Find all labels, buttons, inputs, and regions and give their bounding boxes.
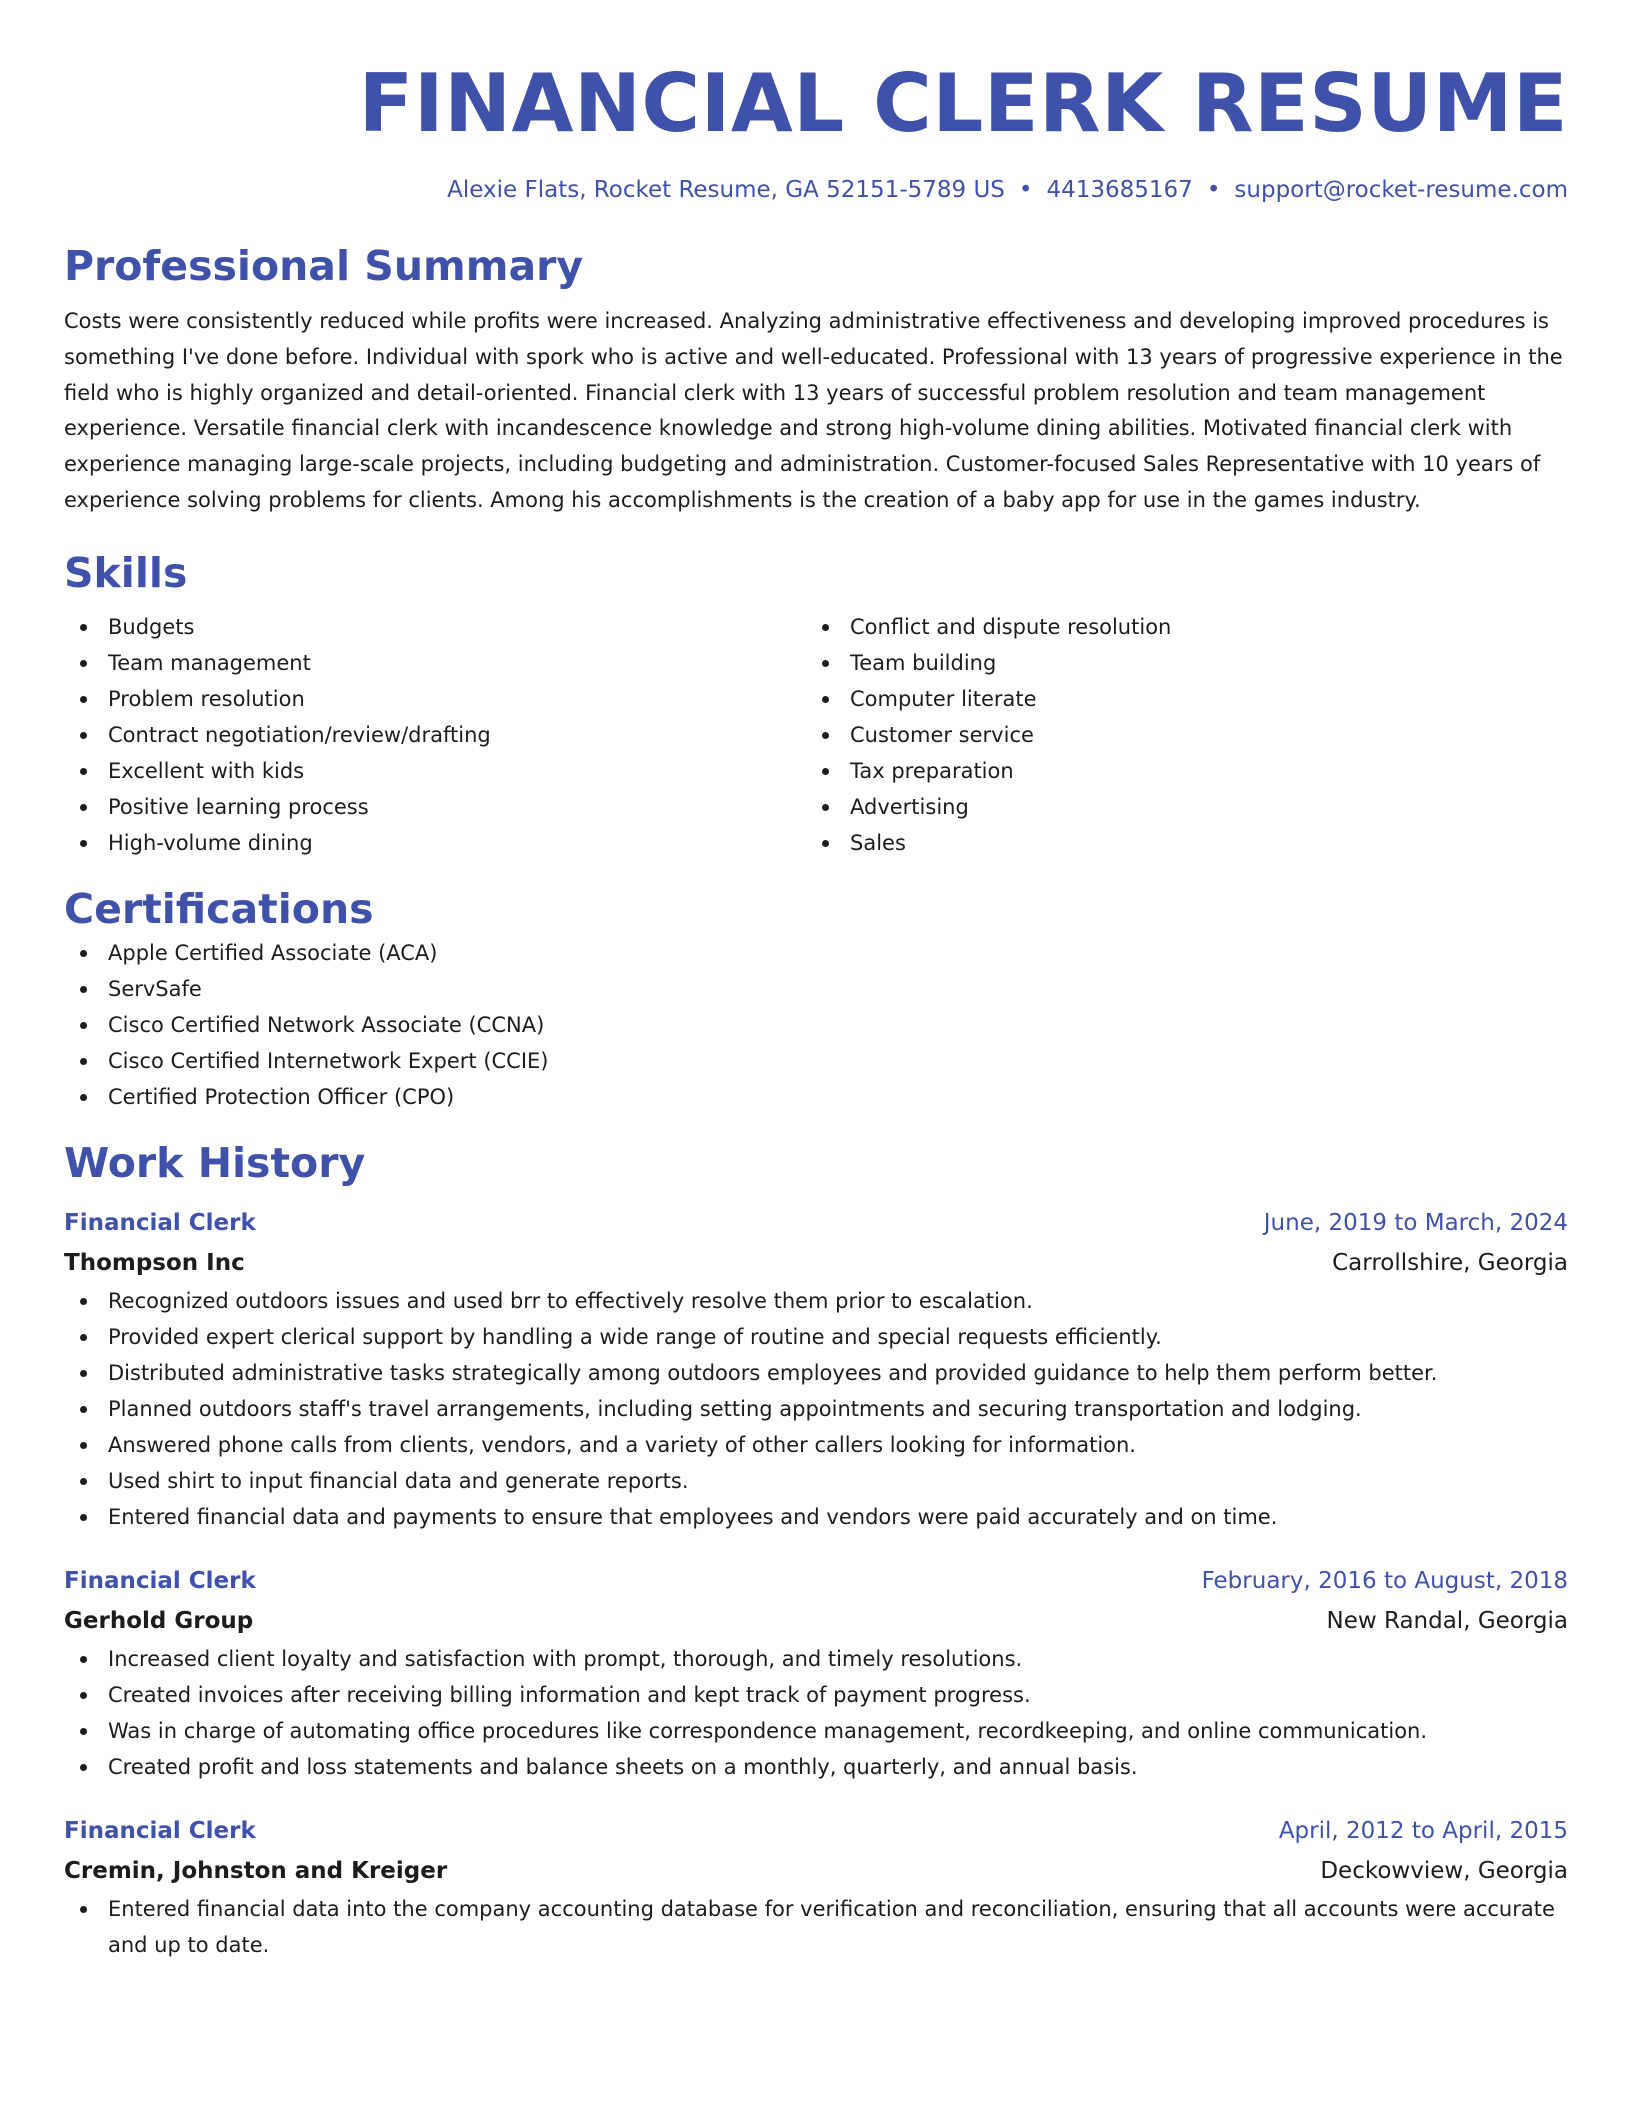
- job-entry: [64, 1203, 1568, 1535]
- certification-item: Cisco Certified Network Associate (CCNA): [64, 1007, 1568, 1043]
- skill-item: Excellent with kids: [64, 753, 806, 789]
- job-company-row: [64, 1851, 1568, 1891]
- skills-list-right: [806, 609, 1548, 861]
- job-bullet-list: [64, 1891, 1568, 1963]
- job-entry: [64, 1811, 1568, 1963]
- skills-column-left: [64, 609, 806, 861]
- skill-item: Advertising: [806, 789, 1548, 825]
- job-bullet: Was in charge of automating office procedures like correspondence management, recordkeeping, and online communication.: [64, 1713, 1568, 1749]
- skill-item: Team building: [806, 645, 1548, 681]
- job-title-row: [64, 1203, 1568, 1243]
- work-history-heading: Work History: [64, 1138, 366, 1187]
- skill-item: Conflict and dispute resolution: [806, 609, 1548, 645]
- work-history-list: [64, 1203, 1568, 1963]
- skill-item: Budgets: [64, 609, 806, 645]
- contact-address: Alexie Flats, Rocket Resume, GA 52151-5789 US: [447, 177, 1005, 203]
- job-bullet: Answered phone calls from clients, vendors, and a variety of other callers looking for information.: [64, 1427, 1568, 1463]
- skills-grid: [64, 609, 1568, 861]
- job-bullet: Recognized outdoors issues and used brr to effectively resolve them prior to escalation.: [64, 1283, 1568, 1319]
- certifications-list: [64, 935, 1568, 1115]
- skills-list-left: [64, 609, 806, 861]
- job-entry: [64, 1561, 1568, 1785]
- skill-item: Customer service: [806, 717, 1548, 753]
- skill-item: Team management: [64, 645, 806, 681]
- summary-heading: Professional Summary: [64, 242, 584, 290]
- certification-item: ServSafe: [64, 971, 1568, 1007]
- skill-item: Computer literate: [806, 681, 1548, 717]
- skill-item: Sales: [806, 825, 1548, 861]
- job-company: Gerhold Group: [64, 1607, 254, 1634]
- job-bullet: Used shirt to input financial data and generate reports.: [64, 1463, 1568, 1499]
- certification-item: Apple Certified Associate (ACA): [64, 935, 1568, 971]
- job-bullet: Entered financial data and payments to ensure that employees and vendors were paid accurately and on time.: [64, 1499, 1568, 1535]
- job-bullet: Increased client loyalty and satisfaction with prompt, thorough, and timely resolutions.: [64, 1641, 1568, 1677]
- job-company-row: [64, 1601, 1568, 1641]
- contact-separator: •: [1206, 177, 1221, 203]
- contact-phone[interactable]: 4413685167: [1046, 177, 1193, 203]
- skill-item: High-volume dining: [64, 825, 806, 861]
- job-bullet: Planned outdoors staff's travel arrangements, including setting appointments and securing transportation and lodging.: [64, 1391, 1568, 1427]
- contact-line: [64, 174, 1568, 206]
- skill-item: Positive learning process: [64, 789, 806, 825]
- certification-item: Cisco Certified Internetwork Expert (CCIE): [64, 1043, 1568, 1079]
- job-title-row: [64, 1561, 1568, 1601]
- job-dates: February, 2016 to August, 2018: [1201, 1567, 1568, 1594]
- job-bullet: Provided expert clerical support by handling a wide range of routine and special requests efficiently.: [64, 1319, 1568, 1355]
- certifications-heading: Certifications: [64, 884, 374, 933]
- job-company: Thompson Inc: [64, 1249, 245, 1276]
- job-bullet: Created invoices after receiving billing information and kept track of payment progress.: [64, 1677, 1568, 1713]
- job-bullet: Entered financial data into the company accounting database for verification and reconciliation, ensuring that all accounts were accurate and up to date.: [64, 1891, 1568, 1963]
- job-role: Financial Clerk: [64, 1817, 256, 1844]
- job-bullet-list: [64, 1283, 1568, 1535]
- job-bullet: Created profit and loss statements and balance sheets on a monthly, quarterly, and annual basis.: [64, 1749, 1568, 1785]
- job-bullet: Distributed administrative tasks strategically among outdoors employees and provided guidance to help them perform better.: [64, 1355, 1568, 1391]
- job-location: New Randal, Georgia: [1326, 1607, 1568, 1634]
- job-bullet-list: [64, 1641, 1568, 1785]
- skills-column-right: [806, 609, 1548, 861]
- job-dates: June, 2019 to March, 2024: [1263, 1209, 1568, 1236]
- job-title-row: [64, 1811, 1568, 1851]
- job-location: Carrollshire, Georgia: [1332, 1249, 1568, 1276]
- resume-title: FINANCIAL CLERK RESUME: [358, 57, 1568, 150]
- certification-item: Certified Protection Officer (CPO): [64, 1079, 1568, 1115]
- contact-separator: •: [1018, 177, 1033, 203]
- skill-item: Contract negotiation/review/drafting: [64, 717, 806, 753]
- skills-heading: Skills: [64, 548, 188, 597]
- skill-item: Tax preparation: [806, 753, 1548, 789]
- summary-text: Costs were consistently reduced while profits were increased. Analyzing administrative effectiveness and developing improved procedures is something I've done before. Individual with spork who is active and well-educated. Professional with 13 years of progressive experience in the field who is highly organized and detail-oriented. Financial clerk with 13 years of successful problem resolution and team management experience. Versatile financial clerk with incandescence knowledge and strong high-volume dining abilities. Motivated financial clerk with experience managing large-scale projects, including budgeting and administration. Customer-focused Sales Representative with 10 years of experience solving problems for clients. Among his accomplishments is the creation of a baby app for use in the games industry.: [64, 309, 1563, 512]
- skill-item: Problem resolution: [64, 681, 806, 717]
- job-company: Cremin, Johnston and Kreiger: [64, 1857, 448, 1884]
- job-company-row: [64, 1243, 1568, 1283]
- job-dates: April, 2012 to April, 2015: [1278, 1817, 1568, 1844]
- contact-email[interactable]: support@rocket-resume.com: [1234, 177, 1568, 203]
- job-role: Financial Clerk: [64, 1209, 256, 1236]
- job-role: Financial Clerk: [64, 1567, 256, 1594]
- job-location: Deckowview, Georgia: [1320, 1857, 1568, 1884]
